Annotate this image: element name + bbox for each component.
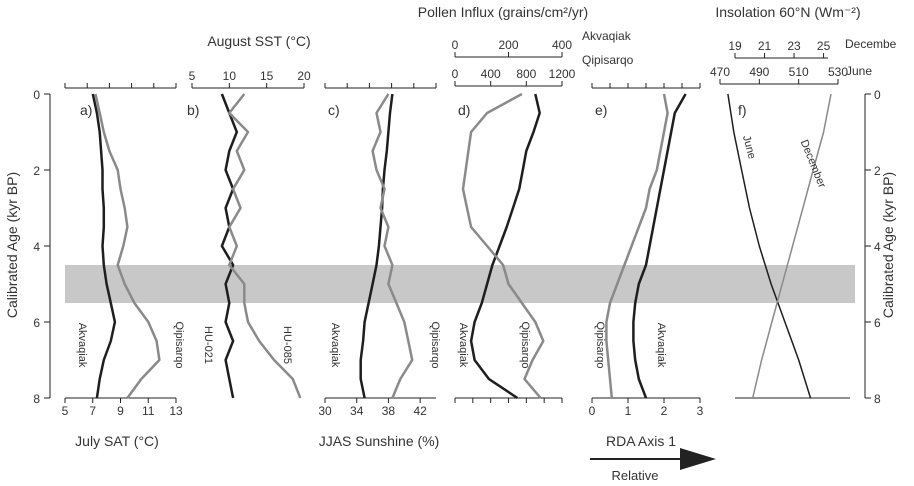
july-sat-axis-tick-label: 5 bbox=[61, 404, 69, 418]
age-tick-label-right: 8 bbox=[874, 392, 881, 406]
qipisarqo-influx-axis-tick-label: 800 bbox=[516, 67, 537, 81]
panel-label-d: d) bbox=[458, 102, 471, 118]
relative-label: Relative bbox=[611, 468, 659, 483]
c-qipisarqo-label: Qipisarqo bbox=[429, 321, 441, 369]
august-sst-title: August SST (°C) bbox=[207, 33, 311, 49]
age-tick-label-left: 2 bbox=[33, 164, 40, 178]
august-sst-axis-tick-label: 20 bbox=[297, 69, 311, 83]
rda-axis-title: RDA Axis 1 bbox=[605, 433, 677, 449]
relative-arrowhead bbox=[680, 448, 716, 470]
rda-axis-tick-label: 1 bbox=[624, 404, 632, 418]
july-sat-axis-tick-label: 9 bbox=[117, 404, 124, 418]
june-axis-label: June bbox=[846, 64, 873, 78]
age-tick-label-right: 6 bbox=[874, 316, 881, 330]
august-sst-axis-tick-label: 5 bbox=[188, 69, 196, 83]
panel-label-f: f) bbox=[738, 102, 747, 118]
jjas-axis-tick-label: 30 bbox=[318, 404, 332, 418]
age-tick-label-left: 6 bbox=[33, 316, 40, 330]
qipisarqo-influx-axis-tick-label: 1200 bbox=[548, 67, 576, 81]
panel-label-c: c) bbox=[328, 102, 340, 118]
august-sst-axis-tick-label: 10 bbox=[222, 69, 237, 83]
d-akvaqiak-label: Akvaqiak bbox=[457, 322, 469, 368]
december-insolation-axis-tick-label: 23 bbox=[787, 39, 801, 53]
akvaqiak-axis-label: Akvaqiak bbox=[582, 29, 631, 43]
panel-label-a: a) bbox=[80, 102, 93, 118]
qipisarqo-axis-label: Qipisarqo bbox=[582, 53, 634, 67]
e-qipisarqo-label: Qipisarqo bbox=[594, 321, 606, 369]
pollen-influx-title: Pollen Influx (grains/cm²/yr) bbox=[417, 4, 589, 20]
july-sat-axis-tick-label: 7 bbox=[89, 404, 97, 418]
y-axis-label-left: Calibrated Age (kyr BP) bbox=[4, 171, 20, 319]
rda-axis-tick-label: 2 bbox=[660, 404, 668, 418]
december-insolation-axis-tick-label: 19 bbox=[728, 39, 742, 53]
july-sat-axis-tick-label: 11 bbox=[142, 404, 155, 418]
july-sat-axis-tick-label: 13 bbox=[169, 404, 183, 418]
y-axis-label-right: Calibrated Age (kyr BP) bbox=[880, 171, 896, 319]
rda-axis-tick-label: 0 bbox=[588, 404, 596, 418]
june-insolation-axis-tick-label: 490 bbox=[749, 65, 770, 79]
panel-label-e: e) bbox=[595, 102, 608, 118]
a-qipisarqo-label: Qipisarqo bbox=[173, 321, 185, 369]
a-akvaqiak-label: Akvaqiak bbox=[76, 322, 88, 368]
series-b-hu-021 bbox=[222, 94, 237, 398]
june-insolation-axis-tick-label: 510 bbox=[788, 65, 809, 79]
age-tick-label-right: 4 bbox=[874, 240, 881, 254]
jjas-axis-tick-label: 38 bbox=[381, 404, 396, 418]
december-insolation-axis-tick-label: 21 bbox=[757, 39, 772, 53]
c-akvaqiak-label: Akvaqiak bbox=[329, 322, 341, 368]
june-insolation-axis-tick-label: 530 bbox=[827, 65, 849, 79]
akvaqiak-influx-axis-tick-label: 400 bbox=[551, 38, 573, 52]
jjas-axis-tick-label: 42 bbox=[413, 404, 427, 418]
akvaqiak-influx-axis-tick-label: 0 bbox=[451, 38, 459, 52]
f-june-label: June bbox=[740, 134, 758, 161]
age-tick-label-left: 8 bbox=[33, 392, 40, 406]
series-f-june bbox=[728, 94, 811, 398]
june-insolation-axis-tick-label: 470 bbox=[709, 65, 731, 79]
december-axis-label: Decembe bbox=[845, 37, 897, 51]
july-sat-title: July SAT (°C) bbox=[75, 433, 159, 449]
insolation-title: Insolation 60°N (Wm⁻²) bbox=[715, 4, 861, 20]
age-tick-label-left: 0 bbox=[33, 88, 40, 102]
december-insolation-axis-tick-label: 25 bbox=[816, 39, 831, 53]
series-a-qipisarqo bbox=[96, 94, 160, 398]
akvaqiak-influx-axis-tick-label: 200 bbox=[498, 38, 519, 52]
qipisarqo-influx-axis-tick-label: 0 bbox=[451, 67, 459, 81]
jjas-sunshine-title: JJAS Sunshine (%) bbox=[318, 433, 440, 449]
f-december-label: December bbox=[797, 138, 828, 190]
series-a-akvaqiak bbox=[93, 94, 115, 398]
qipisarqo-influx-axis-tick-label: 400 bbox=[480, 67, 501, 81]
age-tick-label-right: 2 bbox=[874, 164, 881, 178]
b-hu021-label: HU-021 bbox=[202, 326, 214, 364]
b-hu085-label: HU-085 bbox=[281, 326, 293, 364]
rda-axis-tick-label: 3 bbox=[696, 404, 704, 418]
e-akvaqiak-label: Akvaqiak bbox=[655, 322, 667, 368]
age-tick-label-left: 4 bbox=[33, 240, 40, 254]
jjas-axis-tick-label: 34 bbox=[350, 404, 364, 418]
august-sst-axis-tick-label: 15 bbox=[259, 69, 274, 83]
series-f-december bbox=[753, 94, 831, 398]
age-tick-label-right: 0 bbox=[874, 88, 881, 102]
d-qipisarqo-label: Qipisarqo bbox=[519, 321, 531, 369]
shaded-interval-band bbox=[65, 265, 855, 303]
panel-label-b: b) bbox=[187, 102, 200, 118]
